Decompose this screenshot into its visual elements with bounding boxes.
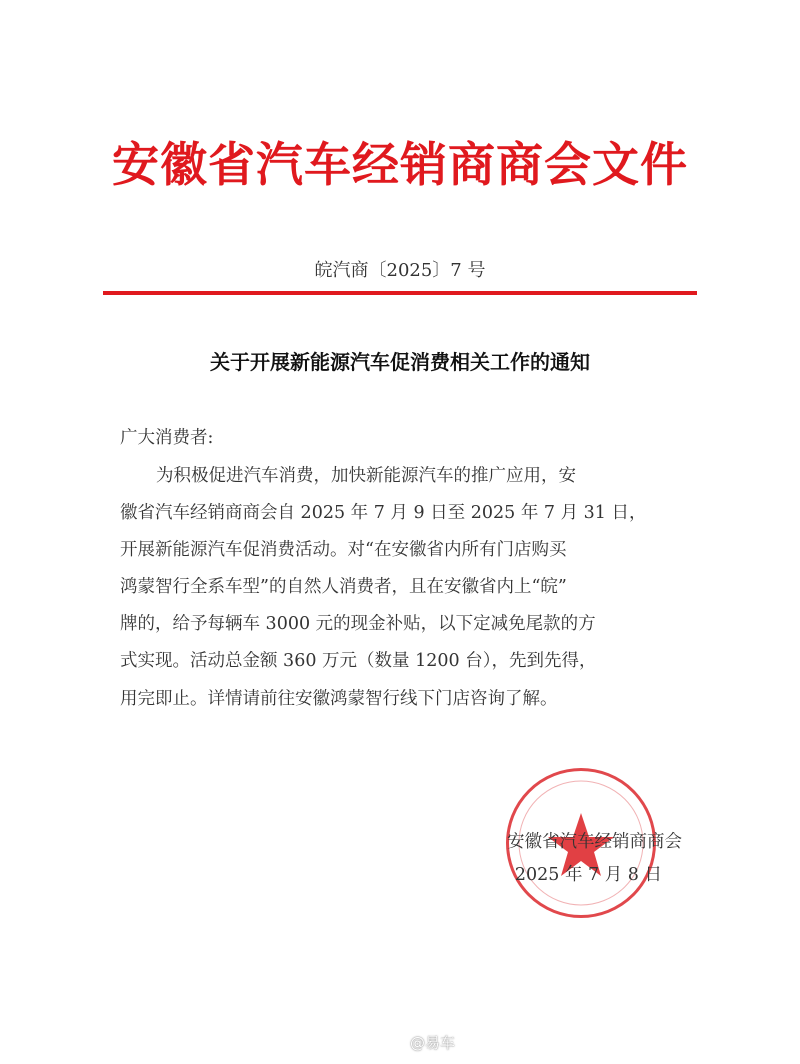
watermark: @易车 — [410, 1034, 456, 1052]
body-line: 鸿蒙智行全系车型”的自然人消费者，且在安徽省内上“皖” — [120, 577, 567, 597]
red-divider — [103, 291, 697, 295]
document-number: 皖汽商〔2025〕7 号 — [314, 260, 486, 281]
signature-org: 安徽省汽车经销商商会 — [507, 832, 682, 852]
body-line: 用完即止。详情请前往安徽鸿蒙智行线下门店咨询了解。 — [120, 689, 558, 709]
signature-date: 2025 年 7 月 8 日 — [514, 865, 662, 885]
salutation: 广大消费者: — [120, 428, 214, 448]
body-line: 徽省汽车经销商商会自 2025 年 7 月 9 日至 2025 年 7 月 31 日， — [120, 503, 647, 523]
body-line: 牌的，给予每辆车 3000 元的现金补贴，以下定减免尾款的方 — [120, 614, 596, 634]
notice-heading: 关于开展新能源汽车促消费相关工作的通知 — [210, 350, 590, 374]
body-line: 式实现。活动总金额 360 万元（数量 1200 台），先到先得， — [120, 651, 597, 671]
body-line: 为积极促进汽车消费，加快新能源汽车的推广应用，安 — [156, 466, 576, 486]
body-line: 开展新能源汽车促消费活动。对“在安徽省内所有门店购买 — [120, 540, 567, 560]
document-title: 安徽省汽车经销商商会文件 — [112, 138, 688, 193]
